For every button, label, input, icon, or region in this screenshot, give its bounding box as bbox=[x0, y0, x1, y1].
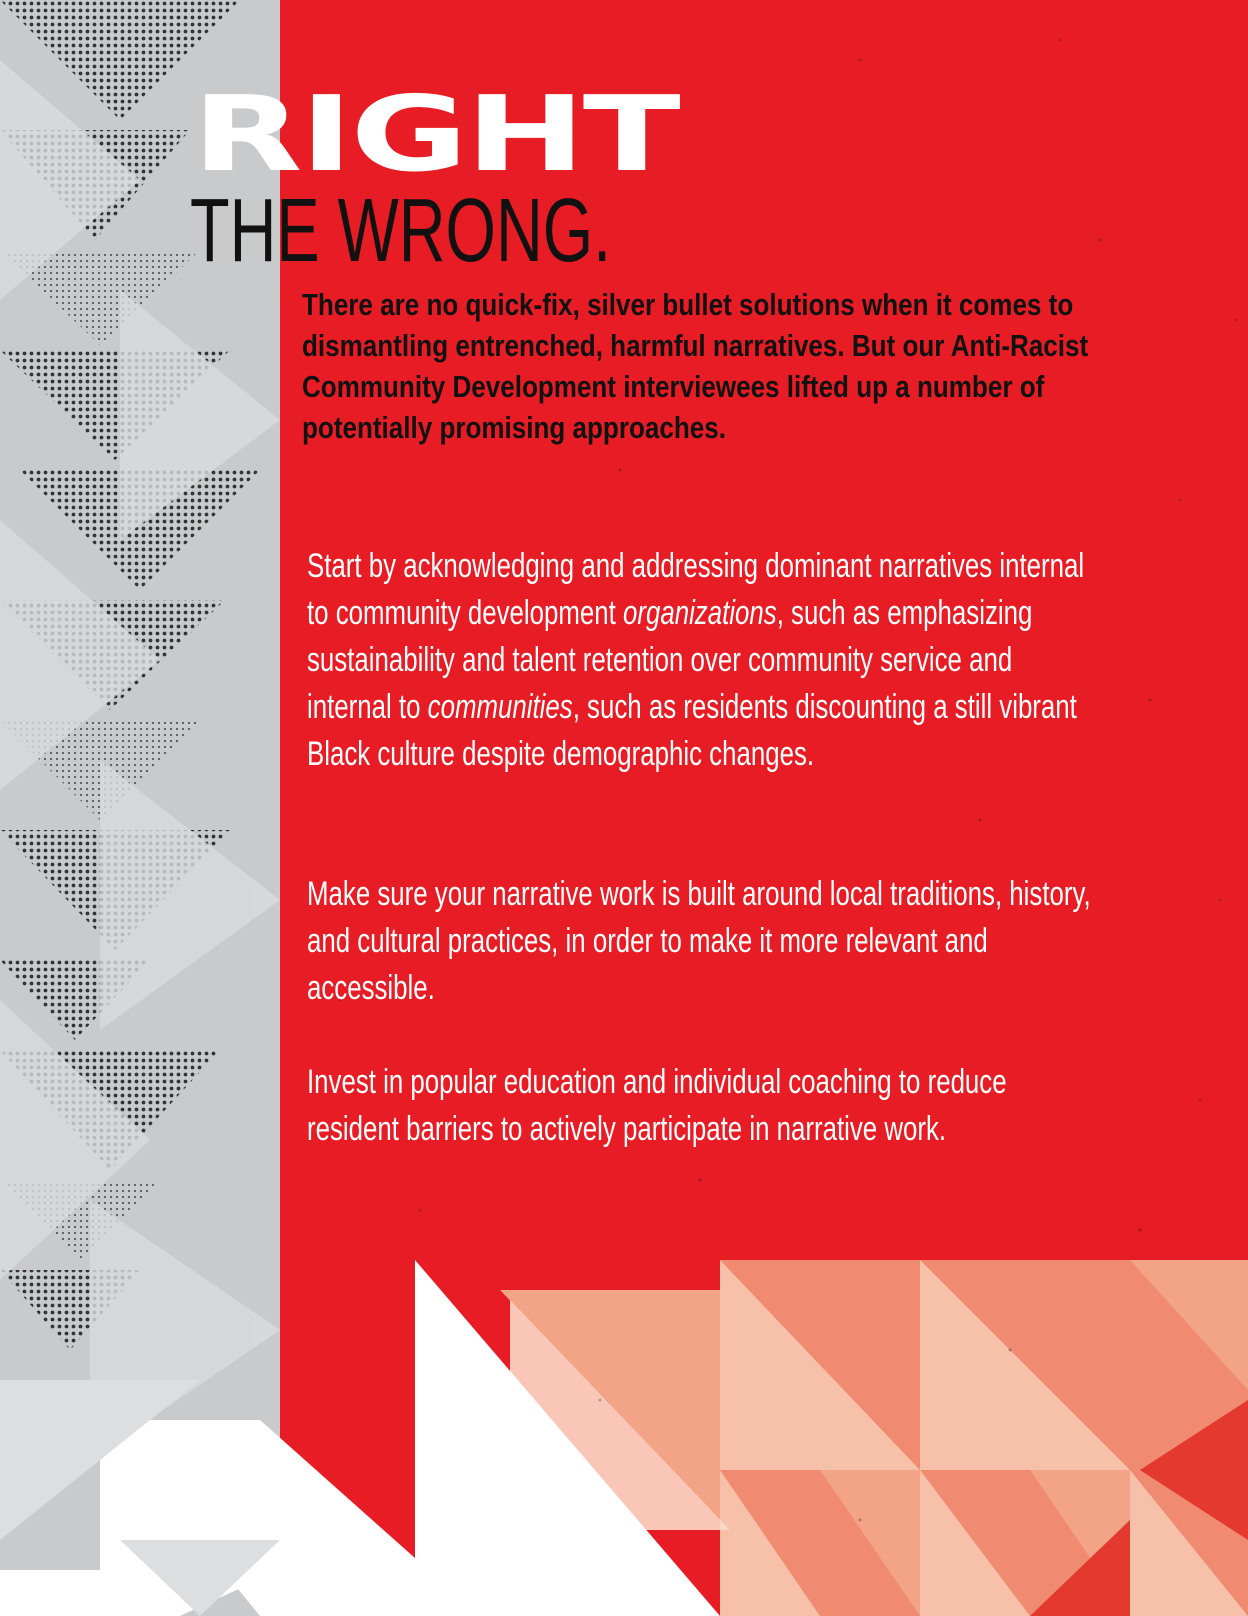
approach-paragraph-1 bbox=[307, 543, 1097, 778]
approach-1-text-c: , such as residents discounting a still vibrant Black culture despite demographic changes. bbox=[307, 688, 1077, 773]
heading-the-wrong: THE WRONG. bbox=[190, 181, 612, 281]
approach-1-text-a: Start by acknowledging and addressing dominant narratives internal to community development bbox=[307, 547, 1085, 632]
intro-paragraph: There are no quick-fix, silver bullet solutions when it comes to dismantling entrenched, harmful narratives. But our Anti-Racist Community Development interviewees lifted up a number of potentially promising approaches. bbox=[302, 287, 1089, 445]
approach-1-emphasis-organizations: organizations bbox=[622, 594, 777, 632]
approach-1-emphasis-communities: communities bbox=[427, 688, 573, 726]
approach-1-text-b: , such as emphasizing sustainability and talent retention over community service and internal to bbox=[307, 594, 1033, 726]
approach-paragraph-2: Make sure your narrative work is built around local traditions, history, and cultural practices, in order to make it more relevant and accessible. bbox=[307, 875, 1091, 1007]
heading-right: RIGHT bbox=[192, 73, 678, 195]
approach-paragraph-3: Invest in popular education and individual coaching to reduce resident barriers to actively participate in narrative work. bbox=[307, 1063, 1007, 1148]
